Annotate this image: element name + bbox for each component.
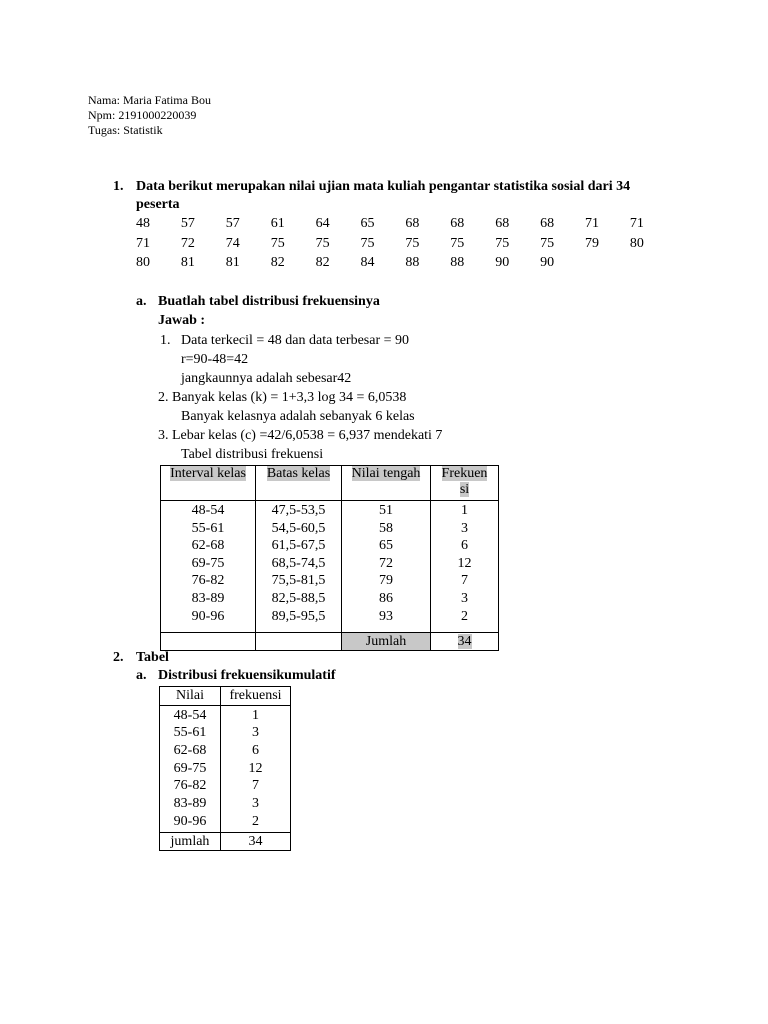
nilai-column: [160, 705, 221, 832]
raw-data-value: 75: [540, 235, 555, 251]
raw-data-value: 75: [360, 235, 375, 251]
student-npm: Npm: 2191000220039: [88, 108, 197, 122]
raw-data-value: 80: [629, 235, 644, 251]
table-cell: 62-68: [173, 743, 207, 759]
interval-column: [161, 501, 256, 633]
table-cell: 93: [379, 608, 393, 624]
raw-data-value: 88: [405, 255, 420, 270]
table-cell: 6: [461, 538, 468, 554]
q2a-letter: a.: [136, 668, 147, 683]
table-cell: 48-54: [191, 503, 225, 518]
header-nilai-tengah: Nilai tengah: [351, 466, 421, 481]
table-cell: 83-89: [173, 796, 207, 812]
raw-data-value: 84: [360, 255, 375, 270]
header-interval-kelas: Interval kelas: [170, 466, 246, 481]
jawab-label: Jawab :: [158, 313, 206, 328]
q2-title: Tabel: [136, 650, 169, 665]
tengah-column: [342, 501, 431, 633]
raw-data-value: 90: [495, 255, 510, 270]
q1a-letter: a.: [136, 294, 147, 309]
table-cell: 86: [379, 590, 393, 606]
table-cell: 1: [461, 503, 468, 518]
table-cell: 1: [252, 707, 259, 723]
raw-data-value: 82: [315, 255, 330, 270]
header-nilai: Nilai: [160, 687, 221, 706]
raw-data-grid: [136, 214, 676, 273]
step2-line1: 2. Banyak kelas (k) = 1+3,3 log 34 = 6,0538: [158, 390, 407, 405]
table-cell: 61,5-67,5: [271, 538, 326, 554]
raw-data-value: 81: [180, 255, 195, 270]
raw-data-value: 61: [270, 216, 285, 231]
table-header-row: [161, 466, 499, 501]
table-cell: 55-61: [191, 520, 225, 536]
raw-data-value: 48: [136, 216, 150, 231]
jumlah-label: jumlah: [160, 832, 221, 851]
raw-data-value: 75: [450, 235, 465, 251]
table-cell: 90-96: [191, 608, 225, 624]
table-body-row: [160, 705, 291, 832]
table-cell: 69-75: [173, 760, 207, 776]
raw-data-value: 75: [315, 235, 330, 251]
raw-data-value: 82: [270, 255, 285, 270]
q1-text-line2: peserta: [136, 197, 180, 212]
table-cell: 2: [252, 813, 259, 829]
raw-data-value: 68: [495, 216, 510, 231]
table-cell: 55-61: [173, 725, 207, 741]
table-cell: 82,5-88,5: [271, 590, 326, 606]
raw-data-value: 71: [136, 235, 150, 251]
table-cell: 62-68: [191, 538, 225, 554]
table-cell: 75,5-81,5: [271, 573, 326, 589]
raw-data-value: 75: [405, 235, 420, 251]
table-header-row: [160, 687, 291, 706]
jumlah-label: Jumlah: [342, 633, 431, 651]
table-cell: 58: [379, 520, 393, 536]
raw-data-value: 64: [315, 216, 330, 231]
jumlah-value: 34: [221, 832, 291, 851]
q2-number: 2.: [113, 650, 124, 665]
table-cell: 54,5-60,5: [271, 520, 326, 536]
raw-data-value: 71: [629, 216, 644, 231]
header-batas-kelas: Batas kelas: [266, 466, 331, 481]
raw-data-row: [136, 234, 676, 254]
q2a-title: Distribusi frekuensikumulatif: [158, 668, 336, 683]
table-cell: 7: [461, 573, 468, 589]
table-total-row: [160, 832, 291, 851]
table-cell: 83-89: [191, 590, 225, 606]
table-cell: 2: [461, 608, 468, 624]
step3-line2: Tabel distribusi frekuensi: [181, 447, 324, 462]
table-cell: 7: [252, 778, 259, 794]
step1-line1: Data terkecil = 48 dan data terbesar = 90: [181, 333, 410, 348]
raw-data-value: 72: [180, 235, 195, 251]
step3-line1: 3. Lebar kelas (c) =42/6,0538 = 6,937 mendekati 7: [158, 428, 443, 443]
step1-line2: r=90-48=42: [181, 352, 249, 367]
step1-number: 1.: [160, 333, 171, 348]
frequency-distribution-table: [160, 465, 499, 651]
table-cell: 79: [379, 573, 393, 589]
student-name: Nama: Maria Fatima Bou: [88, 93, 211, 107]
step2-line2: Banyak kelasnya adalah sebanyak 6 kelas: [181, 409, 415, 424]
table-cell: 90-96: [173, 813, 207, 829]
table-cell: 3: [252, 725, 259, 741]
table-cell: 69-75: [191, 555, 225, 571]
jumlah-value: 34: [457, 634, 472, 649]
table-cell: 72: [379, 555, 393, 571]
raw-data-value: 81: [225, 255, 240, 270]
table-cell: 12: [248, 760, 263, 776]
header-frekuensi: frekuensi: [221, 687, 291, 706]
cumulative-frequency-table: [159, 686, 291, 851]
raw-data-value: 65: [360, 216, 375, 231]
raw-data-value: 57: [225, 216, 240, 231]
raw-data-value: 68: [405, 216, 420, 231]
raw-data-value: 68: [450, 216, 465, 231]
table-cell: 48-54: [173, 707, 207, 723]
raw-data-value: 88: [450, 255, 465, 270]
table-total-row: [161, 633, 499, 651]
table-cell: 3: [461, 520, 468, 536]
table-cell: 51: [379, 503, 393, 518]
raw-data-value: 75: [270, 235, 285, 251]
raw-data-value: 75: [495, 235, 510, 251]
table-body-row: [161, 501, 499, 633]
raw-data-row: [136, 253, 676, 273]
raw-data-value: 80: [136, 255, 150, 270]
header-frekuensi-part2: si: [459, 482, 470, 497]
table-cell: 76-82: [173, 778, 207, 794]
batas-column: [256, 501, 342, 633]
raw-data-value: 90: [540, 255, 555, 270]
table-cell: 6: [252, 743, 259, 759]
q1a-title: Buatlah tabel distribusi frekuensinya: [158, 294, 380, 309]
raw-data-value: 71: [585, 216, 599, 231]
raw-data-value: 68: [540, 216, 555, 231]
q1-text-line1: Data berikut merupakan nilai ujian mata kuliah pengantar statistika sosial dari 34: [136, 179, 631, 194]
frekuensi-column: [221, 705, 291, 832]
table-cell: 3: [252, 796, 259, 812]
frekuensi-column: [431, 501, 499, 633]
assignment-title: Tugas: Statistik: [88, 123, 163, 137]
step1-line3: jangkaunnya adalah sebesar42: [181, 371, 352, 386]
table-cell: 47,5-53,5: [271, 503, 326, 518]
table-cell: 12: [457, 555, 472, 571]
q1-number: 1.: [113, 179, 124, 194]
table-cell: 76-82: [191, 573, 225, 589]
table-cell: 3: [461, 590, 468, 606]
raw-data-row: [136, 214, 676, 234]
header-frekuensi-part1: Frekuen: [441, 466, 488, 481]
table-cell: 89,5-95,5: [271, 608, 326, 624]
raw-data-value: 57: [180, 216, 195, 231]
raw-data-value: 79: [585, 235, 599, 251]
table-cell: 68,5-74,5: [271, 555, 326, 571]
raw-data-value: 74: [225, 235, 240, 251]
table-cell: 65: [379, 538, 393, 554]
